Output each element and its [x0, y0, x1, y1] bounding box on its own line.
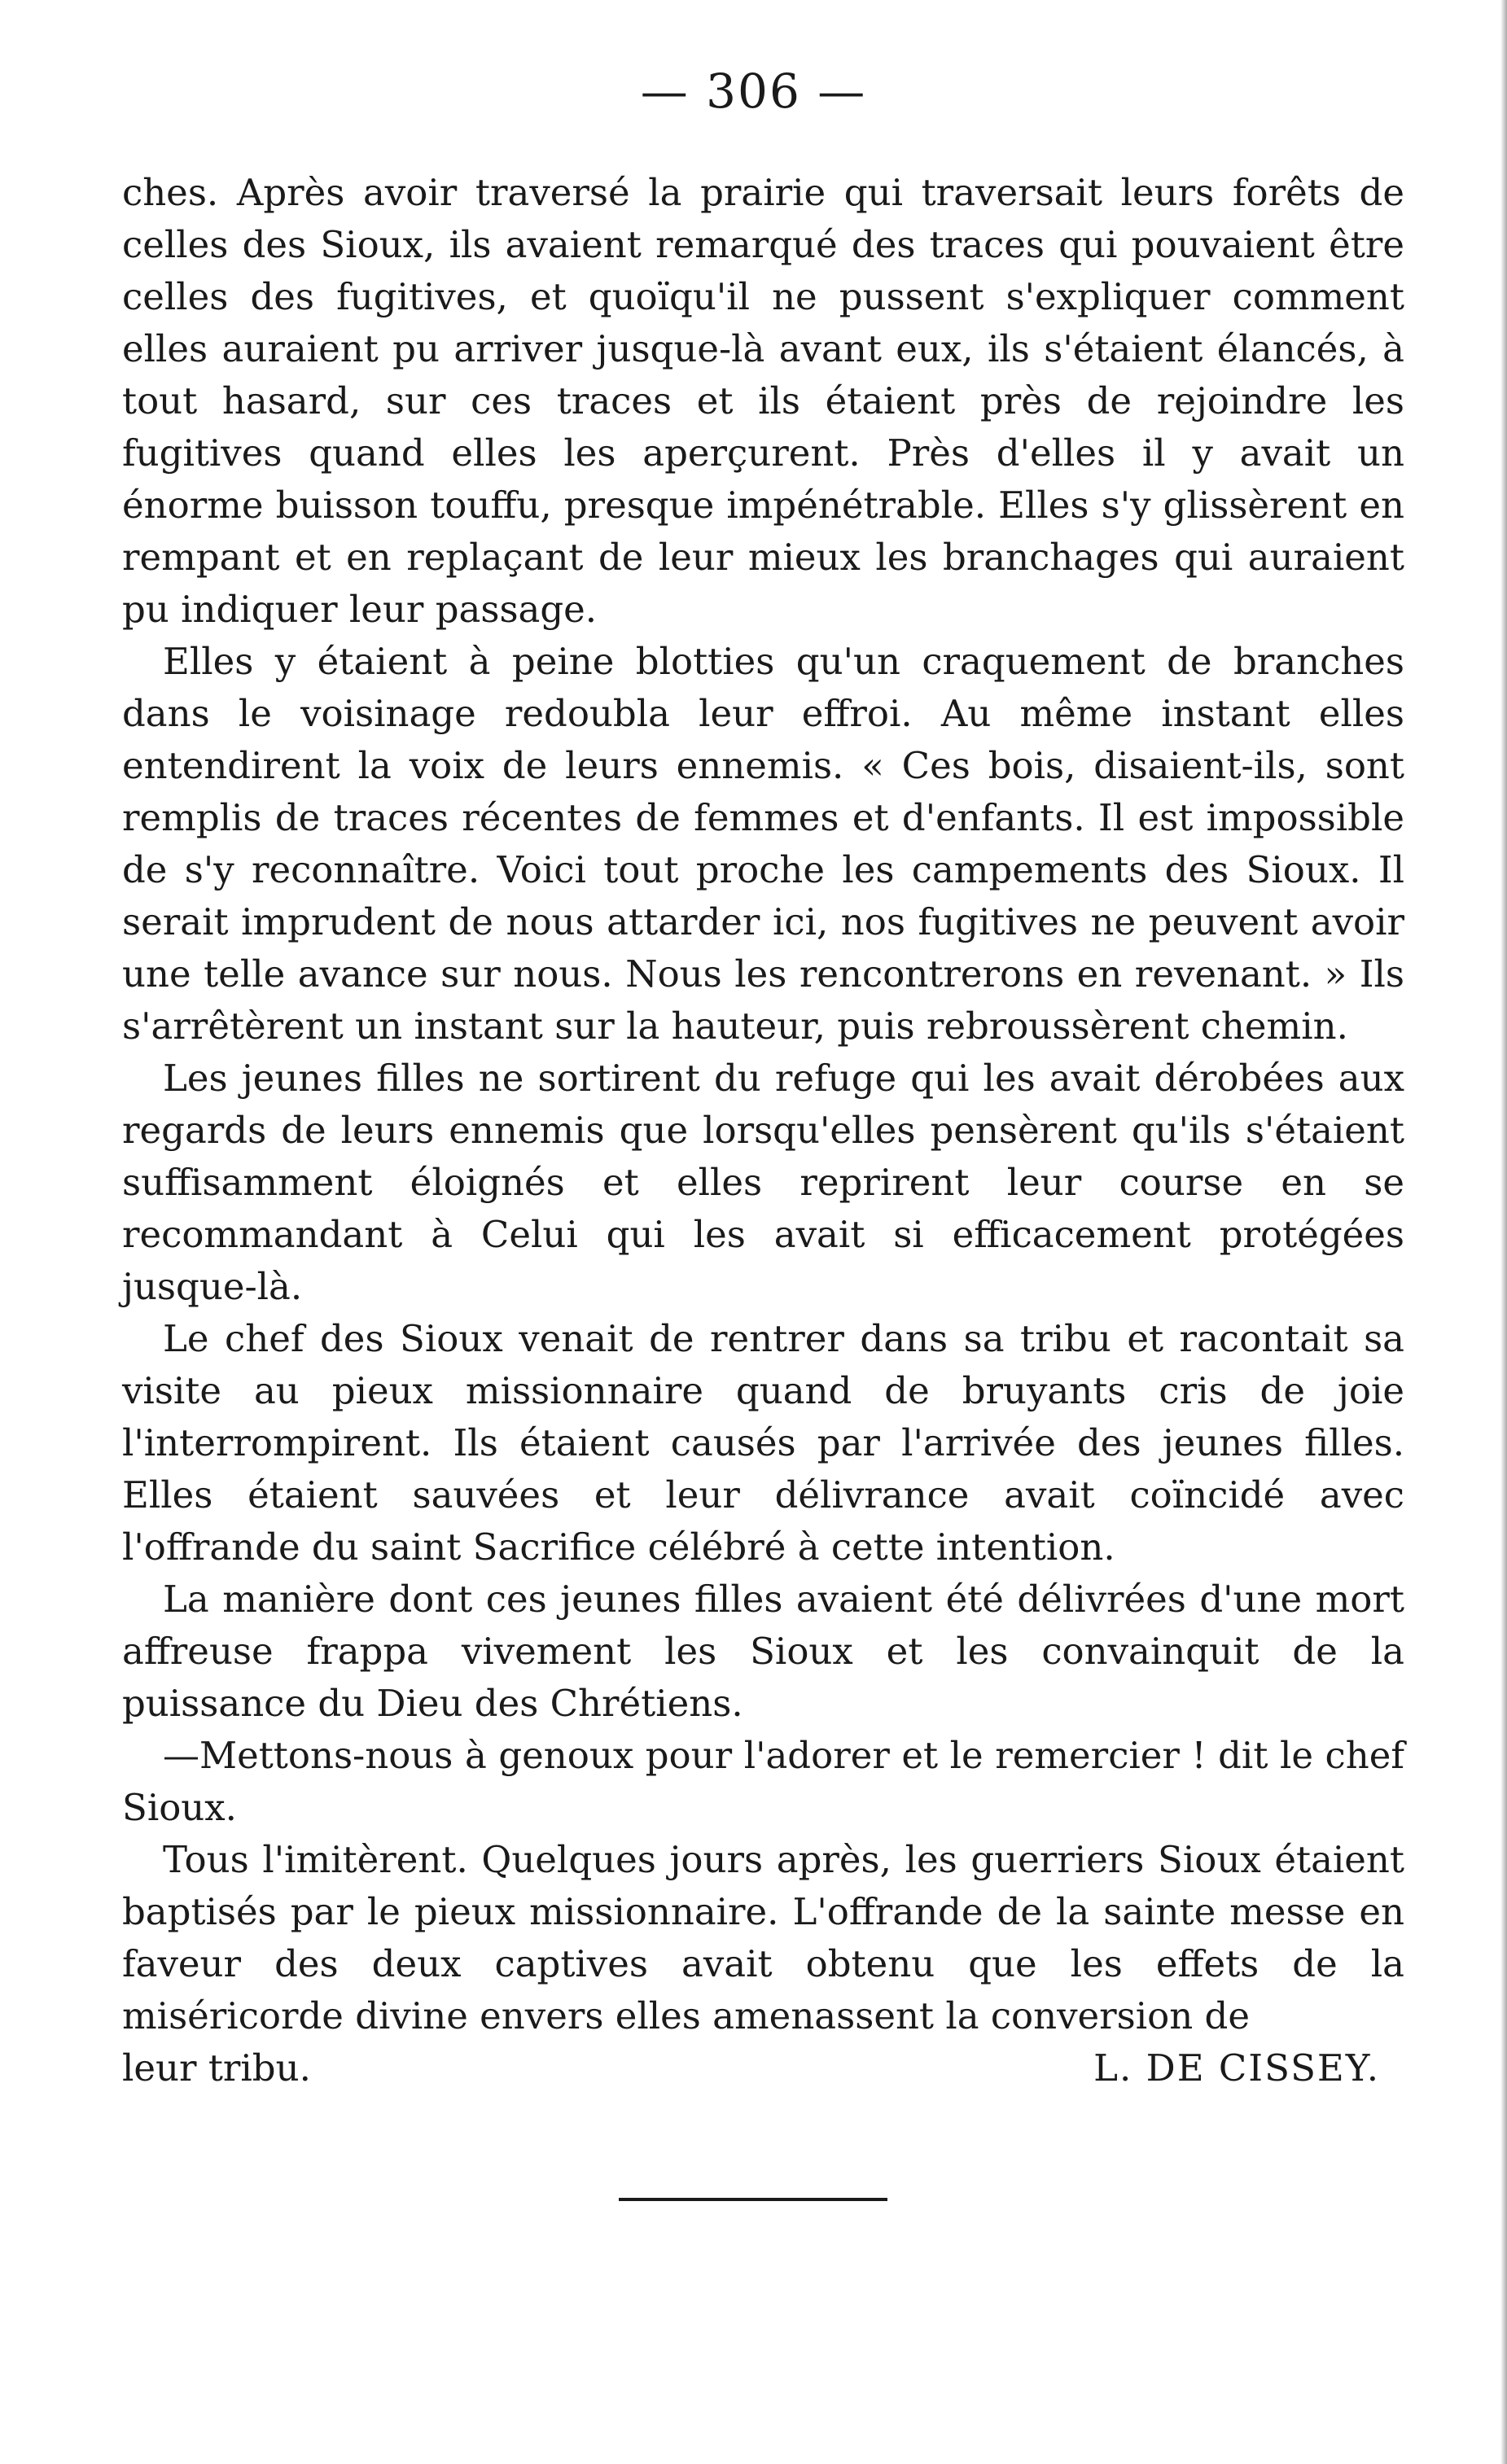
- closing-words: leur tribu.: [122, 2046, 311, 2090]
- paragraph-1: ches. Après avoir traversé la prairie qui traversait leurs forêts de celles des Sioux, ils avaient remarqué des traces qui pouvaient être celles des fugitives, et quoïqu'il ne pussent s'expliquer comment elles auraient pu arriver jusque-là avant eux, ils s'étaient élancés, à tout hasard, sur ces traces et ils étaient près de rejoindre les fugitives quand elles les aperçurent. Près d'elles il y avait un énorme buisson touffu, presque impénétrable. Elles s'y glissèrent en rempant et en replaçant de leur mieux les branchages qui auraient pu indiquer leur passage.: [122, 171, 1404, 631]
- author-signature: L. DE CISSEY.: [1093, 2046, 1380, 2090]
- paragraph-2: Elles y étaient à peine blotties qu'un craquement de branches dans le voisinage redoubla leur effroi. Au même instant elles entendirent la voix de leurs ennemis. « Ces bois, disaient-ils, sont remplis de traces récentes de femmes et d'enfants. Il est impossible de s'y reconnaître. Voici tout proche les campements des Sioux. Il serait imprudent de nous attarder ici, nos fugitives ne peuvent avoir une telle avance sur nous. Nous les rencontrerons en revenant. » Ils s'arrêtèrent un instant sur la hauteur, puis rebroussèrent chemin.: [122, 640, 1404, 1048]
- section-divider-rule: [619, 2198, 887, 2201]
- paragraph-7: Tous l'imitèrent. Quelques jours après, les guerriers Sioux étaient baptisés par le pieux missionnaire. L'offrande de la sainte messe en faveur des deux captives avait obtenu que les effets de la miséricorde divine envers elles amenassent la conversion de: [122, 1838, 1404, 2037]
- page-body-text: [122, 167, 1404, 2094]
- paragraph-4: Le chef des Sioux venait de rentrer dans sa tribu et racontait sa visite au pieux missionnaire quand de bruyants cris de joie l'interrompirent. Ils étaient causés par l'arrivée des jeunes filles. Elles étaient sauvées et leur délivrance avait coïncidé avec l'offrande du saint Sacrifice célébré à cette intention.: [122, 1317, 1404, 1569]
- closing-line: [122, 2042, 1404, 2094]
- paragraph-6-dialogue: —Mettons-nous à genoux pour l'adorer et le remercier ! dit le chef Sioux.: [122, 1734, 1404, 1829]
- paragraph-3: Les jeunes filles ne sortirent du refuge qui les avait dérobées aux regards de leurs ennemis que lorsqu'elles pensèrent qu'ils s'étaient suffisamment éloignés et elles reprirent leur course en se recommandant à Celui qui les avait si efficacement protégées jusque-là.: [122, 1057, 1404, 1308]
- paragraph-5: La manière dont ces jeunes filles avaient été délivrées d'une mort affreuse frappa vivement les Sioux et les convainquit de la puissance du Dieu des Chrétiens.: [122, 1578, 1404, 1725]
- page-number: — 306 —: [640, 63, 867, 119]
- page-edge-shadow: [1500, 0, 1507, 2464]
